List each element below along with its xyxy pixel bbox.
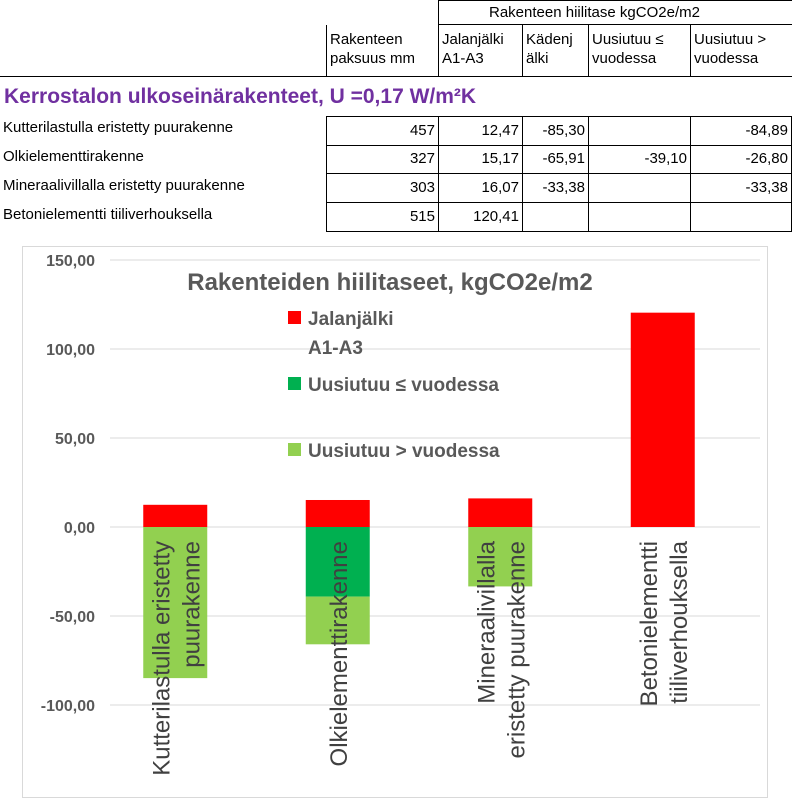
col-renew-le-header: Uusiutuu ≤ vuodessa xyxy=(588,25,690,77)
legend-label: A1-A3 xyxy=(308,338,363,359)
x-category-label xyxy=(326,541,353,766)
header-blank xyxy=(0,25,326,77)
legend-label: Jalanjälki xyxy=(308,309,394,330)
cell-handprint xyxy=(522,203,588,232)
x-category-text: puurakenne xyxy=(178,541,206,668)
bar-segment xyxy=(306,500,370,527)
cell-footprint: 12,47 xyxy=(438,116,522,146)
x-category-text: Kutterilastulla eristetty xyxy=(148,541,176,776)
y-tick-label: 150,00 xyxy=(46,253,95,270)
cell-renew-gt: -26,80 xyxy=(690,145,792,174)
col-thickness-header: Rakenteen paksuus mm xyxy=(326,25,438,77)
col-footprint-header: Jalanjälki A1-A3 xyxy=(438,25,522,77)
cell-handprint: -85,30 xyxy=(522,116,588,146)
row-name: Kutterilastulla eristetty puurakenne xyxy=(3,119,234,136)
cell-thickness: 303 xyxy=(326,174,438,203)
cell-footprint: 15,17 xyxy=(438,145,522,174)
cell-renew-le xyxy=(588,174,690,203)
x-category-text: Betonielementti xyxy=(635,541,663,707)
x-category-text: eristetty puurakenne xyxy=(503,541,531,759)
cell-renew-le xyxy=(588,203,690,232)
row-name: Betonielementti tiiliverhouksella xyxy=(3,206,213,223)
chart-area xyxy=(0,232,792,799)
bar-chart xyxy=(0,232,792,799)
group-header: Rakenteen hiilitase kgCO2e/m2 xyxy=(438,0,792,25)
legend-swatch xyxy=(288,311,301,324)
y-tick-label: -50,00 xyxy=(49,609,95,626)
chart-title: Rakenteiden hiilitaseet, kgCO2e/m2 xyxy=(187,269,593,296)
cell-handprint: -33,38 xyxy=(522,174,588,203)
bar-segment xyxy=(631,313,695,527)
cell-renew-le xyxy=(588,116,690,146)
row-name: Mineraalivillalla eristetty puurakenne xyxy=(3,177,245,194)
y-tick-label: 50,00 xyxy=(54,431,95,448)
x-category-text: tiiliverhouksella xyxy=(665,541,693,704)
cell-thickness: 327 xyxy=(326,145,438,174)
cell-thickness: 515 xyxy=(326,203,438,232)
cell-handprint: -65,91 xyxy=(522,145,588,174)
x-category-text: Mineraalivillalla xyxy=(473,541,501,704)
legend-swatch xyxy=(288,443,301,456)
cell-footprint: 120,41 xyxy=(438,203,522,232)
col-handprint-header: Kädenj älki xyxy=(522,25,588,77)
y-tick-label: 0,00 xyxy=(63,520,95,537)
row-name: Olkielementtirakenne xyxy=(3,148,144,165)
cell-thickness: 457 xyxy=(326,116,438,146)
cell-footprint: 16,07 xyxy=(438,174,522,203)
bar-segment xyxy=(468,498,532,527)
section-title: Kerrostalon ulkoseinärakenteet, U =0,17 W/m²K xyxy=(4,85,477,108)
x-category-text: Olkielementtirakenne xyxy=(325,541,353,767)
cell-renew-gt: -33,38 xyxy=(690,174,792,203)
cell-renew-gt: -84,89 xyxy=(690,116,792,146)
y-tick-label: -100,00 xyxy=(40,698,95,715)
legend-swatch xyxy=(288,377,301,390)
legend-label: Uusiutuu ≤ vuodessa xyxy=(308,375,499,396)
col-renew-gt-header: Uusiutuu > vuodessa xyxy=(690,25,792,77)
data-table xyxy=(0,0,792,232)
y-tick-label: 100,00 xyxy=(46,342,95,359)
cell-renew-le: -39,10 xyxy=(588,145,690,174)
legend-label: Uusiutuu > vuodessa xyxy=(308,441,500,462)
cell-renew-gt xyxy=(690,203,792,232)
bar-segment xyxy=(143,505,207,527)
